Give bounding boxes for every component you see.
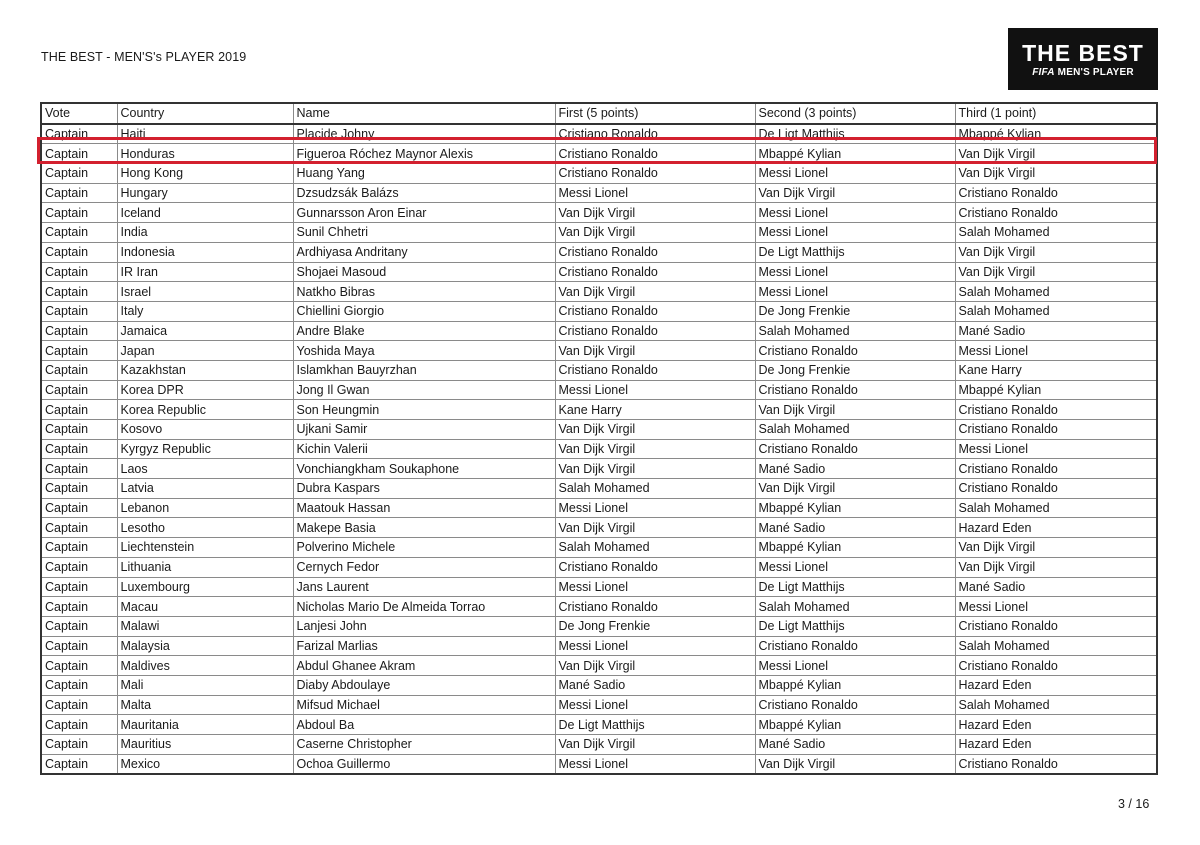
cell-country: Luxembourg [117, 577, 293, 597]
table-header-row [41, 103, 1157, 124]
cell-vote: Captain [41, 341, 117, 361]
cell-second: Messi Lionel [755, 164, 955, 184]
table-row [41, 164, 1157, 184]
cell-second: De Ligt Matthijs [755, 242, 955, 262]
cell-vote: Captain [41, 144, 117, 164]
cell-first: Cristiano Ronaldo [555, 360, 755, 380]
cell-third: Salah Mohamed [955, 498, 1157, 518]
column-header-country: Country [117, 103, 293, 124]
cell-vote: Captain [41, 577, 117, 597]
cell-country: Mauritania [117, 715, 293, 735]
cell-country: Malta [117, 695, 293, 715]
table-row [41, 616, 1157, 636]
cell-second: Salah Mohamed [755, 321, 955, 341]
cell-third: Salah Mohamed [955, 282, 1157, 302]
table-row [41, 203, 1157, 223]
cell-third: Cristiano Ronaldo [955, 616, 1157, 636]
cell-first: Cristiano Ronaldo [555, 164, 755, 184]
cell-second: Van Dijk Virgil [755, 183, 955, 203]
cell-vote: Captain [41, 636, 117, 656]
the-best-logo [1008, 28, 1158, 90]
cell-name: Polverino Michele [293, 538, 555, 558]
table-row [41, 301, 1157, 321]
cell-country: Jamaica [117, 321, 293, 341]
cell-first: Van Dijk Virgil [555, 420, 755, 440]
table-body [41, 124, 1157, 775]
cell-name: Dubra Kaspars [293, 479, 555, 499]
cell-vote: Captain [41, 695, 117, 715]
table-row [41, 183, 1157, 203]
cell-country: Israel [117, 282, 293, 302]
cell-second: De Ligt Matthijs [755, 616, 955, 636]
cell-first: De Ligt Matthijs [555, 715, 755, 735]
logo-subtitle [1008, 67, 1158, 78]
cell-country: Latvia [117, 479, 293, 499]
cell-country: Hong Kong [117, 164, 293, 184]
cell-vote: Captain [41, 400, 117, 420]
cell-name: Placide Johny [293, 124, 555, 144]
cell-first: Van Dijk Virgil [555, 735, 755, 755]
cell-second: Cristiano Ronaldo [755, 341, 955, 361]
cell-first: Messi Lionel [555, 636, 755, 656]
cell-second: Van Dijk Virgil [755, 400, 955, 420]
cell-second: Messi Lionel [755, 656, 955, 676]
cell-country: India [117, 223, 293, 243]
cell-second: Cristiano Ronaldo [755, 439, 955, 459]
cell-vote: Captain [41, 459, 117, 479]
cell-first: Kane Harry [555, 400, 755, 420]
cell-second: Mbappé Kylian [755, 144, 955, 164]
table-row [41, 735, 1157, 755]
column-header-first: First (5 points) [555, 103, 755, 124]
table-row [41, 675, 1157, 695]
cell-first: Cristiano Ronaldo [555, 242, 755, 262]
cell-vote: Captain [41, 183, 117, 203]
table-row [41, 400, 1157, 420]
cell-second: Messi Lionel [755, 203, 955, 223]
cell-vote: Captain [41, 124, 117, 144]
table-row [41, 538, 1157, 558]
cell-name: Natkho Bibras [293, 282, 555, 302]
cell-second: Cristiano Ronaldo [755, 695, 955, 715]
cell-first: Mané Sadio [555, 675, 755, 695]
cell-country: Mauritius [117, 735, 293, 755]
cell-second: De Jong Frenkie [755, 301, 955, 321]
cell-vote: Captain [41, 282, 117, 302]
cell-country: Malaysia [117, 636, 293, 656]
cell-country: Maldives [117, 656, 293, 676]
cell-second: Mbappé Kylian [755, 498, 955, 518]
cell-first: Van Dijk Virgil [555, 459, 755, 479]
cell-third: Hazard Eden [955, 518, 1157, 538]
cell-second: Mbappé Kylian [755, 715, 955, 735]
cell-vote: Captain [41, 439, 117, 459]
cell-name: Diaby Abdoulaye [293, 675, 555, 695]
cell-vote: Captain [41, 301, 117, 321]
cell-country: Japan [117, 341, 293, 361]
cell-third: Cristiano Ronaldo [955, 479, 1157, 499]
cell-name: Gunnarsson Aron Einar [293, 203, 555, 223]
cell-name: Figueroa Róchez Maynor Alexis [293, 144, 555, 164]
cell-first: Van Dijk Virgil [555, 341, 755, 361]
column-header-third: Third (1 point) [955, 103, 1157, 124]
cell-first: Cristiano Ronaldo [555, 557, 755, 577]
cell-name: Cernych Fedor [293, 557, 555, 577]
cell-country: Mali [117, 675, 293, 695]
cell-country: Kosovo [117, 420, 293, 440]
page-number: 3 / 16 [1118, 797, 1150, 811]
cell-first: Van Dijk Virgil [555, 203, 755, 223]
table-row [41, 360, 1157, 380]
cell-third: Van Dijk Virgil [955, 242, 1157, 262]
cell-vote: Captain [41, 321, 117, 341]
cell-third: Kane Harry [955, 360, 1157, 380]
cell-name: Jans Laurent [293, 577, 555, 597]
cell-vote: Captain [41, 597, 117, 617]
logo-mens-player: MEN'S PLAYER [1057, 67, 1134, 78]
table-row [41, 597, 1157, 617]
cell-country: Hungary [117, 183, 293, 203]
cell-name: Abdoul Ba [293, 715, 555, 735]
table-row [41, 498, 1157, 518]
cell-vote: Captain [41, 715, 117, 735]
cell-name: Ochoa Guillermo [293, 754, 555, 774]
cell-country: Korea Republic [117, 400, 293, 420]
cell-name: Vonchiangkham Soukaphone [293, 459, 555, 479]
cell-second: Mané Sadio [755, 518, 955, 538]
cell-third: Messi Lionel [955, 341, 1157, 361]
cell-name: Son Heungmin [293, 400, 555, 420]
cell-vote: Captain [41, 380, 117, 400]
logo-fifa: FIFA [1032, 67, 1055, 78]
cell-vote: Captain [41, 538, 117, 558]
cell-name: Nicholas Mario De Almeida Torrao [293, 597, 555, 617]
cell-first: Van Dijk Virgil [555, 282, 755, 302]
cell-vote: Captain [41, 479, 117, 499]
cell-name: Islamkhan Bauyrzhan [293, 360, 555, 380]
cell-second: De Ligt Matthijs [755, 577, 955, 597]
cell-third: Cristiano Ronaldo [955, 754, 1157, 774]
cell-vote: Captain [41, 242, 117, 262]
cell-first: Van Dijk Virgil [555, 656, 755, 676]
cell-vote: Captain [41, 223, 117, 243]
cell-third: Van Dijk Virgil [955, 557, 1157, 577]
cell-third: Salah Mohamed [955, 636, 1157, 656]
cell-name: Dzsudzsák Balázs [293, 183, 555, 203]
table-row [41, 656, 1157, 676]
cell-first: Cristiano Ronaldo [555, 321, 755, 341]
column-header-vote: Vote [41, 103, 117, 124]
cell-name: Yoshida Maya [293, 341, 555, 361]
table-row [41, 223, 1157, 243]
cell-vote: Captain [41, 557, 117, 577]
cell-first: Salah Mohamed [555, 538, 755, 558]
cell-third: Cristiano Ronaldo [955, 183, 1157, 203]
cell-vote: Captain [41, 498, 117, 518]
cell-first: Messi Lionel [555, 577, 755, 597]
cell-third: Mané Sadio [955, 321, 1157, 341]
logo-title: THE BEST [1022, 40, 1144, 66]
votes-table [40, 102, 1158, 775]
document-title: THE BEST - MEN'S's PLAYER 2019 [41, 50, 247, 64]
cell-third: Hazard Eden [955, 735, 1157, 755]
cell-second: Messi Lionel [755, 282, 955, 302]
cell-third: Salah Mohamed [955, 695, 1157, 715]
cell-country: Haiti [117, 124, 293, 144]
cell-second: Mbappé Kylian [755, 675, 955, 695]
cell-country: IR Iran [117, 262, 293, 282]
cell-third: Van Dijk Virgil [955, 262, 1157, 282]
cell-name: Makepe Basia [293, 518, 555, 538]
cell-first: Messi Lionel [555, 695, 755, 715]
cell-second: Salah Mohamed [755, 420, 955, 440]
cell-country: Kyrgyz Republic [117, 439, 293, 459]
table-row [41, 715, 1157, 735]
cell-first: De Jong Frenkie [555, 616, 755, 636]
cell-country: Honduras [117, 144, 293, 164]
cell-second: Van Dijk Virgil [755, 754, 955, 774]
table-row [41, 518, 1157, 538]
cell-first: Cristiano Ronaldo [555, 124, 755, 144]
cell-second: Salah Mohamed [755, 597, 955, 617]
cell-vote: Captain [41, 735, 117, 755]
cell-second: De Ligt Matthijs [755, 124, 955, 144]
table-row [41, 341, 1157, 361]
cell-name: Andre Blake [293, 321, 555, 341]
cell-name: Sunil Chhetri [293, 223, 555, 243]
cell-vote: Captain [41, 675, 117, 695]
cell-second: Mané Sadio [755, 735, 955, 755]
cell-third: Messi Lionel [955, 597, 1157, 617]
table-row [41, 420, 1157, 440]
table-row [41, 754, 1157, 774]
cell-vote: Captain [41, 754, 117, 774]
cell-country: Korea DPR [117, 380, 293, 400]
column-header-name: Name [293, 103, 555, 124]
cell-country: Lesotho [117, 518, 293, 538]
table-row [41, 695, 1157, 715]
cell-third: Hazard Eden [955, 715, 1157, 735]
cell-second: Mbappé Kylian [755, 538, 955, 558]
cell-first: Salah Mohamed [555, 479, 755, 499]
cell-second: Van Dijk Virgil [755, 479, 955, 499]
cell-third: Van Dijk Virgil [955, 164, 1157, 184]
cell-third: Cristiano Ronaldo [955, 420, 1157, 440]
cell-first: Van Dijk Virgil [555, 223, 755, 243]
table-row [41, 636, 1157, 656]
table-row [41, 479, 1157, 499]
cell-first: Messi Lionel [555, 380, 755, 400]
cell-vote: Captain [41, 164, 117, 184]
table-row [41, 321, 1157, 341]
cell-first: Cristiano Ronaldo [555, 144, 755, 164]
cell-vote: Captain [41, 518, 117, 538]
cell-name: Mifsud Michael [293, 695, 555, 715]
cell-first: Cristiano Ronaldo [555, 597, 755, 617]
cell-name: Ardhiyasa Andritany [293, 242, 555, 262]
table-row [41, 262, 1157, 282]
cell-third: Mbappé Kylian [955, 124, 1157, 144]
cell-vote: Captain [41, 656, 117, 676]
cell-second: Messi Lionel [755, 262, 955, 282]
cell-second: De Jong Frenkie [755, 360, 955, 380]
cell-third: Cristiano Ronaldo [955, 400, 1157, 420]
cell-name: Shojaei Masoud [293, 262, 555, 282]
cell-vote: Captain [41, 203, 117, 223]
cell-country: Kazakhstan [117, 360, 293, 380]
cell-third: Cristiano Ronaldo [955, 459, 1157, 479]
cell-second: Messi Lionel [755, 557, 955, 577]
table-row [41, 557, 1157, 577]
cell-first: Messi Lionel [555, 183, 755, 203]
cell-first: Messi Lionel [555, 754, 755, 774]
cell-second: Cristiano Ronaldo [755, 380, 955, 400]
cell-third: Van Dijk Virgil [955, 538, 1157, 558]
cell-vote: Captain [41, 360, 117, 380]
cell-first: Cristiano Ronaldo [555, 262, 755, 282]
table-row [41, 439, 1157, 459]
cell-third: Cristiano Ronaldo [955, 656, 1157, 676]
cell-first: Messi Lionel [555, 498, 755, 518]
cell-third: Messi Lionel [955, 439, 1157, 459]
cell-third: Hazard Eden [955, 675, 1157, 695]
cell-third: Van Dijk Virgil [955, 144, 1157, 164]
cell-country: Italy [117, 301, 293, 321]
cell-country: Liechtenstein [117, 538, 293, 558]
table-row [41, 577, 1157, 597]
cell-country: Lithuania [117, 557, 293, 577]
cell-country: Macau [117, 597, 293, 617]
table-row [41, 282, 1157, 302]
table-row [41, 242, 1157, 262]
table-row [41, 459, 1157, 479]
cell-second: Mané Sadio [755, 459, 955, 479]
cell-country: Mexico [117, 754, 293, 774]
cell-name: Chiellini Giorgio [293, 301, 555, 321]
cell-name: Huang Yang [293, 164, 555, 184]
cell-country: Indonesia [117, 242, 293, 262]
cell-name: Lanjesi John [293, 616, 555, 636]
cell-vote: Captain [41, 262, 117, 282]
cell-third: Salah Mohamed [955, 301, 1157, 321]
table-row [41, 380, 1157, 400]
cell-vote: Captain [41, 420, 117, 440]
cell-country: Iceland [117, 203, 293, 223]
cell-second: Cristiano Ronaldo [755, 636, 955, 656]
cell-vote: Captain [41, 616, 117, 636]
highlight-box [37, 137, 1157, 164]
cell-country: Laos [117, 459, 293, 479]
cell-first: Van Dijk Virgil [555, 518, 755, 538]
cell-first: Cristiano Ronaldo [555, 301, 755, 321]
cell-third: Mané Sadio [955, 577, 1157, 597]
cell-country: Lebanon [117, 498, 293, 518]
cell-second: Messi Lionel [755, 223, 955, 243]
column-header-second: Second (3 points) [755, 103, 955, 124]
cell-name: Ujkani Samir [293, 420, 555, 440]
cell-third: Salah Mohamed [955, 223, 1157, 243]
cell-name: Jong Il Gwan [293, 380, 555, 400]
cell-name: Abdul Ghanee Akram [293, 656, 555, 676]
cell-name: Maatouk Hassan [293, 498, 555, 518]
cell-name: Kichin Valerii [293, 439, 555, 459]
cell-name: Caserne Christopher [293, 735, 555, 755]
cell-third: Mbappé Kylian [955, 380, 1157, 400]
cell-first: Van Dijk Virgil [555, 439, 755, 459]
cell-name: Farizal Marlias [293, 636, 555, 656]
cell-country: Malawi [117, 616, 293, 636]
cell-third: Cristiano Ronaldo [955, 203, 1157, 223]
